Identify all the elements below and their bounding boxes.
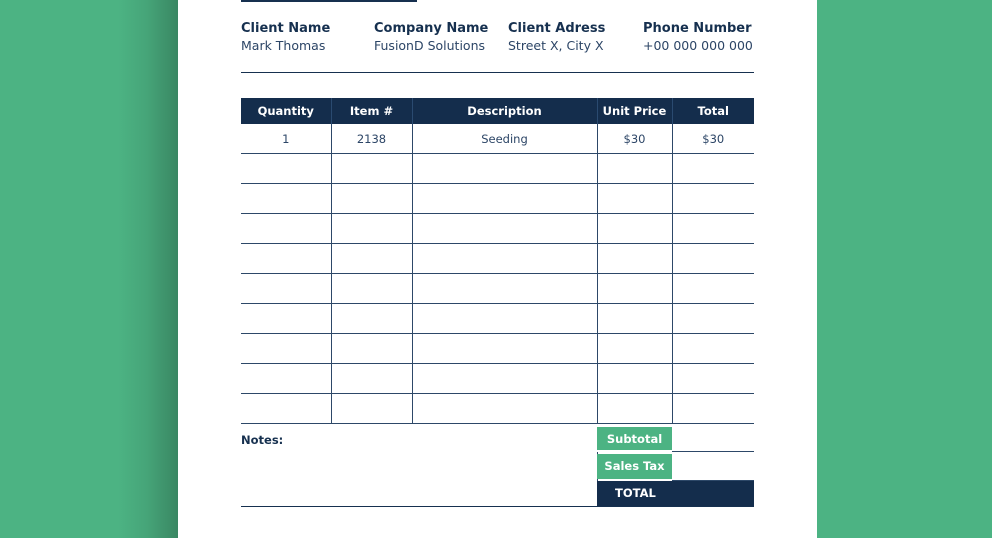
table-row bbox=[241, 304, 754, 334]
subtotal-value[interactable] bbox=[672, 427, 754, 452]
cell-unit-price[interactable] bbox=[597, 244, 672, 274]
cell-item-number[interactable] bbox=[331, 214, 412, 244]
subtotal-label: Subtotal bbox=[597, 427, 672, 452]
cell-total[interactable] bbox=[672, 274, 754, 304]
client-address-block bbox=[508, 20, 605, 54]
cell-total[interactable] bbox=[672, 214, 754, 244]
page-shadow bbox=[118, 0, 180, 538]
grand-total-bar: TOTAL bbox=[597, 481, 754, 506]
client-name-value: Mark Thomas bbox=[241, 38, 326, 53]
cell-total[interactable] bbox=[672, 184, 754, 214]
cell-unit-price[interactable] bbox=[597, 184, 672, 214]
cell-item-number[interactable] bbox=[331, 394, 412, 424]
cell-unit-price[interactable] bbox=[597, 334, 672, 364]
cell-description[interactable] bbox=[412, 244, 597, 274]
cell-item-number[interactable] bbox=[331, 154, 412, 184]
company-name-value: FusionD Solutions bbox=[374, 38, 486, 53]
phone-number-label: Phone Number bbox=[643, 21, 752, 36]
cell-quantity[interactable] bbox=[241, 364, 331, 394]
line-items-table bbox=[241, 98, 754, 424]
table-row bbox=[241, 184, 754, 214]
cell-item-number[interactable] bbox=[331, 364, 412, 394]
cell-quantity[interactable] bbox=[241, 274, 331, 304]
cell-item-number[interactable] bbox=[331, 334, 412, 364]
table-row bbox=[241, 214, 754, 244]
cell-total[interactable] bbox=[672, 364, 754, 394]
table-row bbox=[241, 244, 754, 274]
phone-number-value: +00 000 000 000 bbox=[643, 38, 753, 53]
invoice-page bbox=[178, 0, 817, 538]
sales-tax-label: Sales Tax bbox=[597, 454, 672, 479]
company-name-block bbox=[374, 20, 488, 54]
cell-item-number[interactable] bbox=[331, 244, 412, 274]
cell-description[interactable] bbox=[412, 214, 597, 244]
cell-description[interactable] bbox=[412, 364, 597, 394]
table-row bbox=[241, 334, 754, 364]
table-row bbox=[241, 124, 754, 154]
table-row bbox=[241, 394, 754, 424]
cell-quantity[interactable] bbox=[241, 184, 331, 214]
header-description: Description bbox=[412, 98, 597, 124]
cell-item-number[interactable]: 2138 bbox=[331, 124, 412, 154]
cell-unit-price[interactable]: $30 bbox=[597, 124, 672, 154]
client-info-divider bbox=[241, 72, 754, 73]
cell-total[interactable] bbox=[672, 334, 754, 364]
cell-total[interactable] bbox=[672, 244, 754, 274]
cell-unit-price[interactable] bbox=[597, 214, 672, 244]
company-name-label: Company Name bbox=[374, 21, 489, 36]
cell-unit-price[interactable] bbox=[597, 364, 672, 394]
cell-item-number[interactable] bbox=[331, 304, 412, 334]
cell-description[interactable] bbox=[412, 184, 597, 214]
table-row bbox=[241, 274, 754, 304]
cell-total[interactable] bbox=[672, 394, 754, 424]
cell-total[interactable]: $30 bbox=[672, 124, 754, 154]
client-address-label: Client Adress bbox=[508, 21, 606, 36]
sales-tax-value[interactable] bbox=[672, 454, 754, 481]
header-item-number: Item # bbox=[331, 98, 412, 124]
cell-unit-price[interactable] bbox=[597, 274, 672, 304]
table-row bbox=[241, 154, 754, 184]
cell-quantity[interactable] bbox=[241, 244, 331, 274]
phone-number-block bbox=[643, 20, 753, 54]
client-name-label: Client Name bbox=[241, 21, 331, 36]
table-row bbox=[241, 364, 754, 394]
client-address-value: Street X, City X bbox=[508, 38, 604, 53]
cell-description[interactable] bbox=[412, 274, 597, 304]
header-unit-price: Unit Price bbox=[597, 98, 672, 124]
cell-unit-price[interactable] bbox=[597, 154, 672, 184]
cell-quantity[interactable] bbox=[241, 154, 331, 184]
cell-total[interactable] bbox=[672, 154, 754, 184]
cell-description[interactable] bbox=[412, 154, 597, 184]
table-header-row bbox=[241, 98, 754, 124]
cell-unit-price[interactable] bbox=[597, 394, 672, 424]
cell-description[interactable] bbox=[412, 394, 597, 424]
top-divider bbox=[241, 0, 417, 2]
client-name-block bbox=[241, 20, 330, 54]
cell-item-number[interactable] bbox=[331, 184, 412, 214]
cell-total[interactable] bbox=[672, 304, 754, 334]
bottom-divider bbox=[241, 506, 754, 507]
cell-quantity[interactable]: 1 bbox=[241, 124, 331, 154]
cell-quantity[interactable] bbox=[241, 394, 331, 424]
cell-description[interactable] bbox=[412, 304, 597, 334]
cell-quantity[interactable] bbox=[241, 214, 331, 244]
cell-item-number[interactable] bbox=[331, 274, 412, 304]
cell-description[interactable]: Seeding bbox=[412, 124, 597, 154]
cell-unit-price[interactable] bbox=[597, 304, 672, 334]
header-quantity: Quantity bbox=[241, 98, 331, 124]
cell-description[interactable] bbox=[412, 334, 597, 364]
header-total: Total bbox=[672, 98, 754, 124]
cell-quantity[interactable] bbox=[241, 304, 331, 334]
cell-quantity[interactable] bbox=[241, 334, 331, 364]
notes-label: Notes: bbox=[241, 433, 284, 447]
